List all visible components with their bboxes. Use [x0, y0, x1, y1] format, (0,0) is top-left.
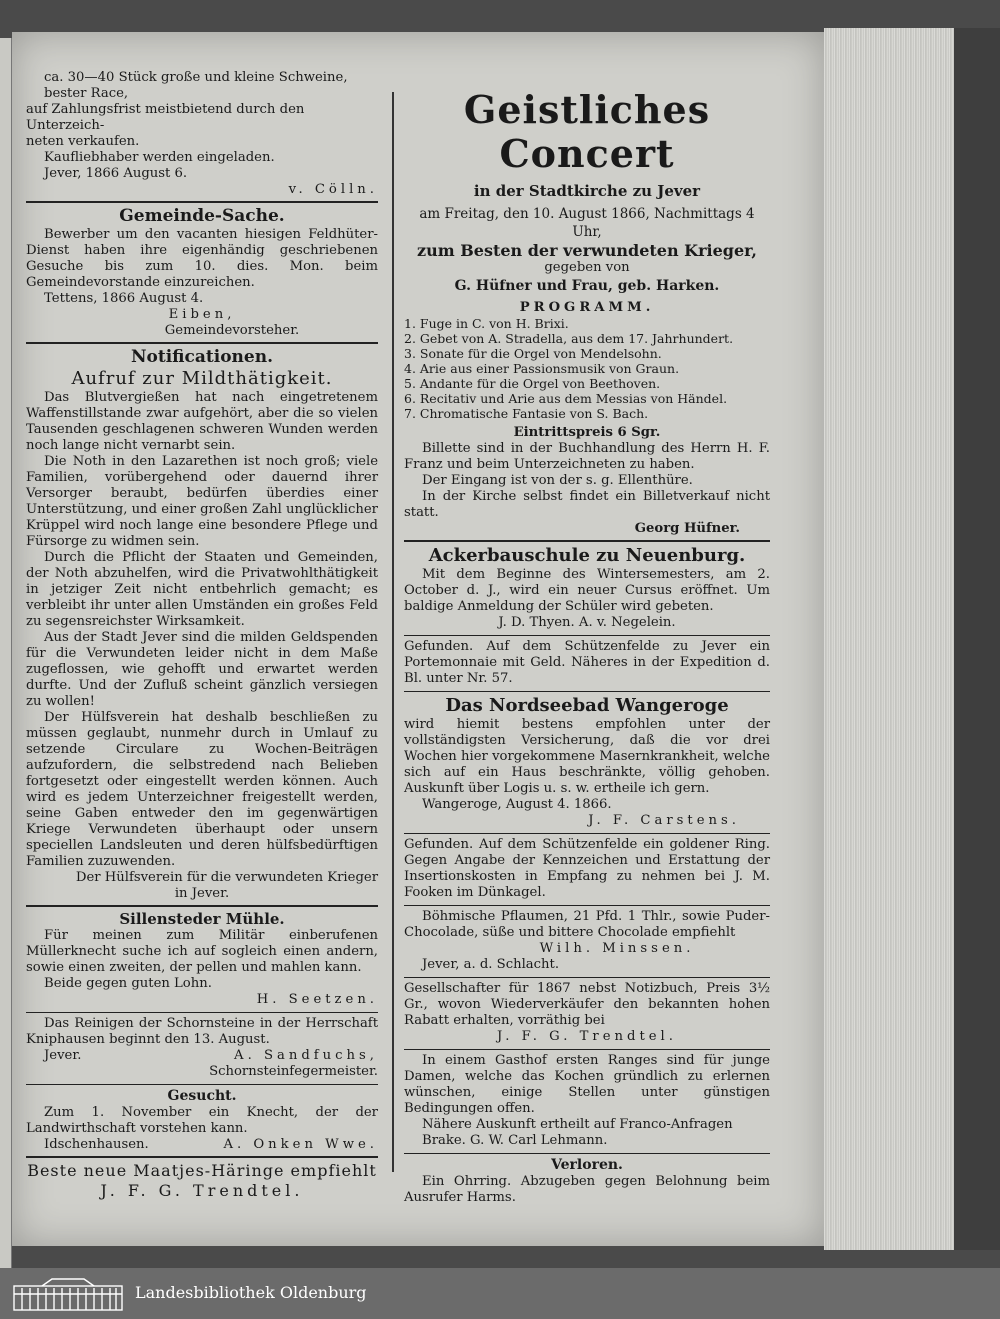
signature: Eiben,: [168, 307, 236, 322]
concert-line: zum Besten der verwundeten Krieger,: [417, 241, 757, 260]
program-item: 6. Recitativ und Arie aus dem Messias von Händel.: [404, 391, 728, 406]
divider: [26, 1156, 378, 1158]
right-column: [404, 60, 770, 1206]
divider: [404, 833, 770, 834]
ad-text: Böhmische Pflaumen, 21 Pfd. 1 Thlr., sowie Puder-Chocolade, süße und bittere Chocolade empfiehlt: [404, 909, 770, 940]
signature-place: in Jever.: [174, 886, 230, 901]
concert-announcement: [404, 88, 770, 537]
place: Jever.: [44, 1048, 82, 1063]
signature: A. Onken Wwe.: [223, 1137, 378, 1152]
admission-price: Eintrittspreis 6 Sgr.: [513, 425, 661, 440]
paragraph: Das Blutvergießen hat nach eingetretenem Waffenstillstande zwar aufgehört, aber die so vielen Tausenden geschlagenen schweren Wunden werden noch lange nicht vernarbt sein.: [26, 390, 378, 453]
ad-line: Kaufliebhaber werden eingeladen.: [44, 150, 275, 165]
ad-heading: Sillensteder Mühle.: [119, 910, 285, 928]
previous-page-edge: [0, 38, 12, 1268]
found-notice: Gefunden. Auf dem Schützenfelde zu Jever ein Portemonnaie mit Geld. Näheres in der Expedition d. Bl. unter Nr. 57.: [404, 639, 770, 686]
place: Idschenhausen.: [44, 1137, 149, 1152]
signature: Georg Hüfner.: [634, 521, 740, 536]
ad-text: Beide gegen guten Lohn.: [44, 976, 212, 991]
scan-margin-right: [954, 28, 1000, 1250]
program-item: 4. Arie aus einer Passionsmusik von Graun.: [404, 361, 680, 376]
ad-text: Nähere Auskunft ertheilt auf Franco-Anfragen: [422, 1117, 733, 1132]
section-heading: Gemeinde-Sache.: [119, 206, 285, 226]
library-footer: [0, 1268, 1000, 1319]
sillensteder-muehle: [26, 910, 378, 1008]
ad-text: Zum 1. November ein Knecht, der der Landwirthschaft vorstehen kann.: [26, 1105, 378, 1136]
divider: [26, 905, 378, 907]
divider: [404, 691, 770, 692]
signature: J. F. G. Trendtel.: [497, 1029, 677, 1044]
library-name: Landesbibliothek Oldenburg: [135, 1283, 367, 1302]
program-item: 1. Fuge in C. von H. Brixi.: [404, 316, 569, 331]
verloren-ad: [404, 1157, 770, 1206]
signature: J. F. Carstens.: [588, 813, 740, 828]
ad-text: In einem Gasthof ersten Ranges sind für junge Damen, welche das Kochen gründlich zu erlernen wünschen, einige Stellen unter günstigen Bedingungen offen.: [404, 1053, 770, 1116]
divider: [26, 1012, 378, 1013]
signature: J. F. G. Trendtel.: [100, 1181, 304, 1200]
paragraph: Der Hülfsverein hat deshalb beschließen zu müssen geglaubt, nunmehr durch in Umlauf zu setzende Circulare zu Wochen-Beiträgen aufzufordern, die selbstredend nach Belieben fortgesetzt oder eingestellt werden können. Auch wird es jedem Unterzeichner freigestellt werden, seine Gaben entweder den im gegenwärtigen Kriege Verwundeten überhaupt oder unsern speciellen Landsleuten und deren hülfsbedürftigen Familien zuzuwenden.: [26, 710, 378, 869]
program-item: 2. Gebet von A. Stradella, aus dem 17. Jahrhundert.: [404, 331, 734, 346]
article-heading: Aufruf zur Mildthätigkeit.: [71, 368, 333, 389]
signature: Brake. G. W. Carl Lehmann.: [422, 1133, 608, 1148]
concert-line: am Freitag, den 10. August 1866, Nachmittags 4 Uhr,: [419, 206, 755, 240]
date-line: Tettens, 1866 August 4.: [44, 291, 204, 306]
gemeinde-sache: [26, 206, 378, 339]
signature: Wilh. Minssen.: [539, 941, 695, 956]
program-item: 5. Andante für die Orgel von Beethoven.: [404, 376, 661, 391]
ad-line: ca. 30—40 Stück große und kleine Schweine,: [44, 70, 348, 85]
ad-text: Beste neue Maatjes-Häringe empfiehlt: [27, 1161, 377, 1180]
left-column: [26, 70, 378, 1201]
divider: [26, 201, 378, 203]
signature-title: Schornsteinfegermeister.: [209, 1064, 378, 1079]
ad-schweine: [26, 70, 378, 198]
signature: A. Sandfuchs,: [234, 1048, 378, 1063]
ad-line: Jever, 1866 August 6.: [44, 166, 188, 181]
divider: [404, 905, 770, 906]
performers: G. Hüfner und Frau, geb. Harken.: [454, 278, 720, 294]
divider: [26, 1084, 378, 1085]
ad-heading: Das Nordseebad Wangeroge: [445, 695, 729, 716]
ad-heading: Ackerbauschule zu Neuenburg.: [428, 545, 746, 566]
ad-line: bester Race,: [44, 86, 129, 101]
notificationen: [26, 347, 378, 902]
library-building-icon: [12, 1276, 124, 1312]
gasthof-ad: [404, 1053, 770, 1149]
concert-title: Geistliches Concert: [463, 87, 711, 176]
place: Jever, a. d. Schlacht.: [422, 957, 560, 972]
divider: [404, 977, 770, 978]
program-item: 3. Sonate für die Orgel von Mendelsohn.: [404, 346, 662, 361]
ad-text: Ein Ohrring. Abzugeben gegen Belohnung beim Ausrufer Harms.: [404, 1174, 770, 1205]
ad-line: neten verkaufen.: [26, 134, 140, 149]
section-heading: Notificationen.: [130, 347, 274, 367]
divider: [404, 1049, 770, 1050]
date-line: Wangeroge, August 4. 1866.: [422, 797, 612, 812]
found-notice: Gefunden. Auf dem Schützenfelde ein goldener Ring. Gegen Angabe der Kennzeichen und Erstattung der Insertionskosten in Empfang zu nehmen bei J. M. Fooken im Dünkagel.: [404, 837, 770, 900]
body-text: Bewerber um den vacanten hiesigen Feldhüter-Dienst haben ihre eigenhändig geschriebenen Gesuche bis zum 10. dies. Mon. beim Gemeindevorstande einzureichen.: [26, 227, 378, 290]
column-divider: [392, 92, 394, 1172]
program-list: [404, 316, 770, 421]
ad-heading: Gesucht.: [167, 1088, 237, 1104]
paragraph: Aus der Stadt Jever sind die milden Geldspenden für die Verwundeten leider nicht in dem Maße zugeflossen, wie gehofft und erwartet werden durfte. Und der Zufluß scheint gänzlich versiegen zu wollen!: [26, 630, 378, 709]
gesucht-ad: [26, 1088, 378, 1153]
ad-text: wird hiemit bestens empfohlen unter der vollständigsten Versicherung, daß die vor drei Wochen hier vorgekommene Masernkrankheit, welche sich auf ein Haus beschränkte, völlig gehoben. Auskunft über Logis u. s. w. ertheile ich gern.: [404, 717, 770, 796]
ad-line: auf Zahlungsfrist meistbietend durch den Unterzeich-: [26, 102, 305, 133]
divider: [26, 342, 378, 344]
page-stack-edge: [824, 28, 954, 1250]
ackerbauschule: [404, 545, 770, 631]
concert-line: gegeben von: [544, 260, 630, 275]
divider: [404, 540, 770, 542]
church-info: In der Kirche selbst findet ein Billetverkauf nicht statt.: [404, 489, 770, 520]
haeringe-ad: [26, 1161, 378, 1201]
ad-heading: Verloren.: [551, 1157, 623, 1173]
signature: H. Seetzen.: [256, 992, 378, 1007]
gesellschafter-ad: [404, 981, 770, 1045]
divider: [404, 1153, 770, 1154]
program-heading: PROGRAMM.: [519, 300, 655, 315]
ad-text: Für meinen zum Militär einberufenen Müllerknecht suche ich auf sogleich einen andern, sowie einen zweiten, der pellen und mahlen kann.: [26, 928, 378, 975]
ad-text: Mit dem Beginne des Wintersemesters, am 2. October d. J., wird ein neuer Cursus eröffnet. Um baldige Anmeldung der Schüler wird gebeten.: [404, 567, 770, 614]
divider: [404, 635, 770, 636]
ad-signature: v. Cölln.: [288, 182, 378, 197]
pflaumen-ad: [404, 909, 770, 973]
signature: Der Hülfsverein für die verwundeten Krieger: [75, 870, 378, 885]
ad-text: Das Reinigen der Schornsteine in der Herrschaft Kniphausen beginnt den 13. August.: [26, 1016, 378, 1047]
schornstein-notice: [26, 1016, 378, 1080]
concert-line: in der Stadtkirche zu Jever: [473, 182, 701, 200]
wangeroge-ad: [404, 695, 770, 829]
entrance-info: Der Eingang ist von der s. g. Ellenthüre.: [422, 473, 693, 488]
paragraph: Durch die Pflicht der Staaten und Gemeinden, der Noth abzuhelfen, wird die Privatwohlthätigkeit in jetziger Zeit nicht entbehrlich gemacht; es verbleibt ihr unter allen Umständen ein großes Feld zu segensreichster Wirksamkeit.: [26, 550, 378, 629]
ticket-info: Billette sind in der Buchhandlung des Herrn H. F. Franz und beim Unterzeichneten zu haben.: [404, 441, 770, 472]
ad-text: Gesellschafter für 1867 nebst Notizbuch, Preis 3½ Gr., wovon Wiederverkäufer den bekannten hohen Rabatt erhalten, vorräthig bei: [404, 981, 770, 1028]
paragraph: Die Noth in den Lazarethen ist noch groß; viele Familien, vorübergehend oder dauernd ihrer Versorger beraubt, bedürfen überdies einer Unterstützung, und einer großen Zahl unglücklicher Krüppel wird noch lange eine besondere Pflege und Fürsorge zu widmen sein.: [26, 454, 378, 549]
signature-title: Gemeindevorsteher.: [164, 323, 300, 338]
program-item: 7. Chromatische Fantasie von S. Bach.: [404, 406, 649, 421]
signature: J. D. Thyen. A. v. Negelein.: [498, 615, 676, 630]
